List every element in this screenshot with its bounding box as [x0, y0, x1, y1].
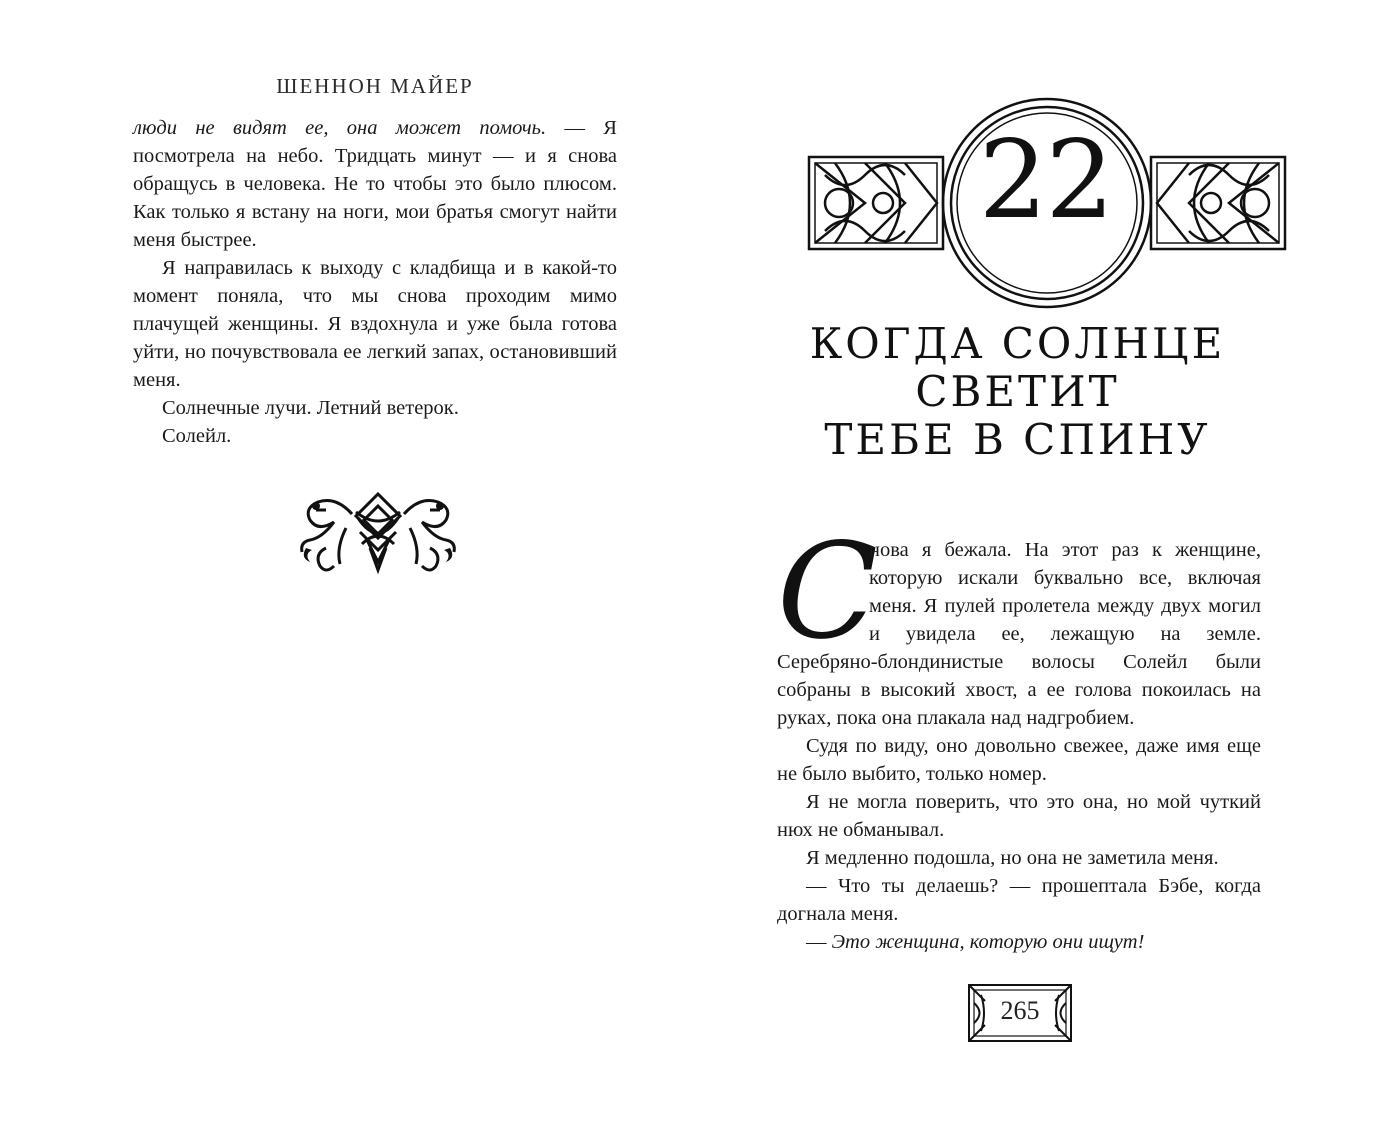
right-page [697, 0, 1394, 1125]
dialog-dash: — [806, 931, 832, 953]
drop-cap: С [777, 515, 878, 669]
paragraph: Солнечные лучи. Летний ветерок. [162, 397, 459, 419]
paragraph: Солейл. [162, 425, 232, 447]
chapter-title [697, 320, 1338, 464]
celtic-knot-ornament-icon [296, 488, 460, 576]
italic-fragment: люди не видят ее, она может помочь. [133, 117, 547, 139]
paragraph-text: — Я посмотрела на небо. Тридцать минут — и я снова обращусь в человека. Не то чтобы это было плюсом. Как только я встану на ноги, мои братья смогут найти меня быстрее. [133, 117, 617, 251]
italic-fragment: Это женщина, которую они ищут! [831, 931, 1145, 953]
paragraph-text: — Что ты делаешь? — прошептала Бэбе, когда догнала меня. [777, 875, 1261, 925]
chapter-number: 22 [978, 118, 1113, 243]
paragraph: Судя по виду, оно довольно свежее, даже имя еще не было выбито, только номер. [777, 735, 1261, 785]
paragraph: Я направилась к выходу с кладбища и в какой-то момент поняла, что мы снова проходим мимо плачущей женщины. Я вздохнула и уже была готова уйти, но почувствовала ее легкий запах, остановивший меня. [133, 257, 617, 391]
drop-cap-box [777, 515, 878, 669]
chapter-title-line: СВЕТИТ [915, 367, 1120, 416]
right-body-text [777, 515, 1261, 956]
paragraph [777, 928, 1261, 956]
chapter-title-line: КОГДА СОЛНЦЕ [809, 319, 1226, 368]
paragraph-text: нова я бежала. На этот раз к женщине, которую искали буквально все, включая меня. Я пулей пролетела между двух могил и увидела ее, лежащую на земле. Серебряно-блондинистые волосы Солейл были собраны в высокий хвост, а ее голова покоилась на руках, пока она плакала над надгробием. [777, 539, 1261, 729]
left-body-text [133, 114, 617, 450]
paragraph: Я не могла поверить, что это она, но мой чуткий нюх не обманывал. [777, 791, 1261, 841]
running-head: ШЕННОН МАЙЕР [276, 74, 474, 98]
first-paragraph [777, 515, 1261, 732]
paragraph: Я медленно подошла, но она не заметила меня. [806, 847, 1219, 869]
page-number: 265 [1000, 996, 1040, 1025]
paragraph [777, 872, 1261, 928]
paragraph [133, 114, 617, 254]
chapter-title-line: ТЕБЕ В СПИНУ [824, 415, 1211, 464]
